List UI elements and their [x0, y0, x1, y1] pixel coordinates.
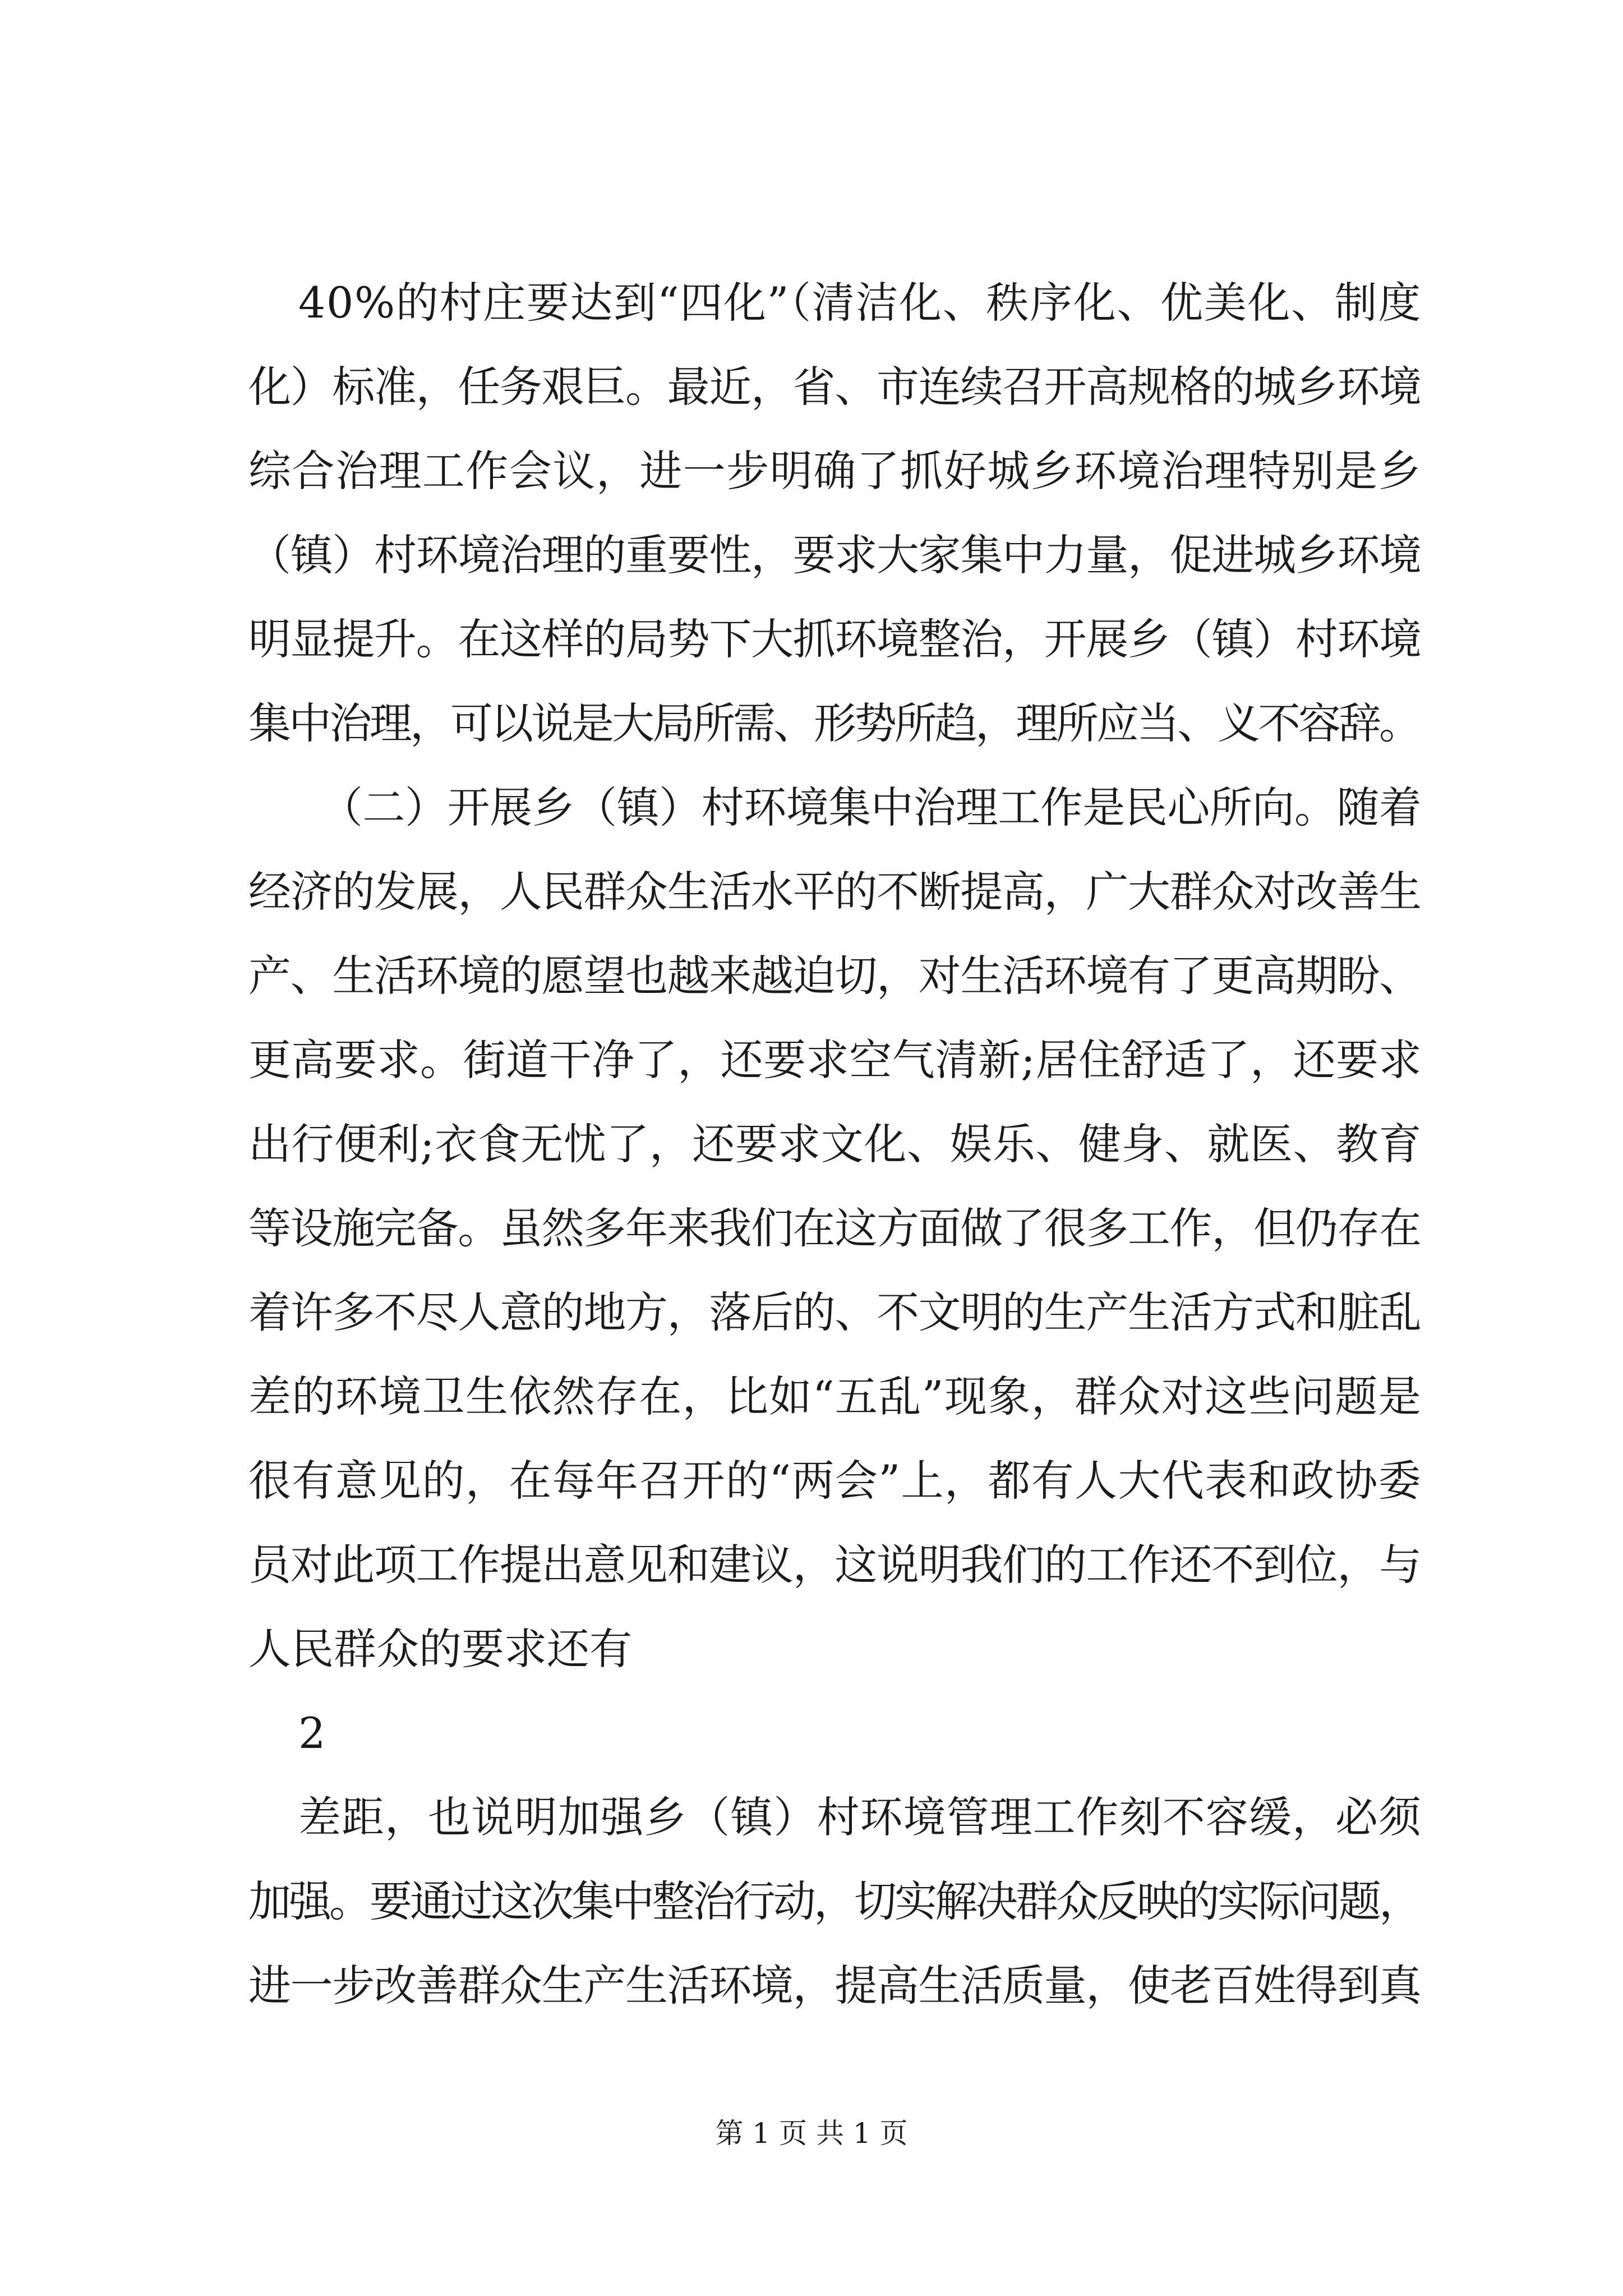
text-line-11 — [0, 1114, 1623, 1175]
text-line-3 — [0, 440, 1623, 502]
text-line-7 — [0, 777, 1623, 839]
text-line-17-content: 人民群众的要求还有 — [248, 1624, 632, 1674]
text-line-18 — [0, 1703, 1623, 1764]
text-line-9-content: 产、生活环境的愿望也越来越迫切，对生活环境有了更高期盼、 — [248, 951, 1421, 1001]
text-line-8 — [0, 861, 1623, 923]
text-line-12 — [0, 1198, 1623, 1259]
text-line-1-content: 40%的村庄要达到“四化”（清洁化、秩序化、优美化、制度 — [298, 278, 1422, 328]
text-line-9 — [0, 945, 1623, 1007]
text-line-16-content: 员对此项工作提出意见和建议，这说明我们的工作还不到位，与 — [248, 1540, 1421, 1590]
text-line-2 — [0, 356, 1623, 418]
text-line-19-content: 差距，也说明加强乡（镇）村环境管理工作刻不容缓，必须 — [298, 1792, 1422, 1842]
text-line-12-content: 等设施完备。虽然多年来我们在这方面做了很多工作，但仍存在 — [248, 1203, 1421, 1253]
text-line-10-content: 更高要求。街道干净了，还要求空气清新;居住舒适了，还要求 — [248, 1035, 1422, 1085]
text-line-5 — [0, 609, 1623, 670]
text-line-8-content: 经济的发展，人民群众生活水平的不断提高，广大群众对改善生 — [248, 867, 1421, 917]
text-line-18-content: 2 — [298, 1708, 326, 1758]
text-line-10 — [0, 1029, 1623, 1091]
page-footer: 第 1 页 共 1 页 — [715, 2117, 908, 2150]
text-line-20-content: 加强。要通过这次集中整治行动，切实解决群众反映的实际问题， — [248, 1876, 1419, 1926]
text-line-2-content: 化）标准，任务艰巨。最近，省、市连续召开高规格的城乡环境 — [248, 362, 1421, 412]
text-line-5-content: 明显提升。在这样的局势下大抓环境整治，开展乡（镇）村环境 — [248, 614, 1421, 664]
text-line-4-content: （镇）村环境治理的重要性，要求大家集中力量，促进城乡环境 — [248, 530, 1421, 580]
text-line-4 — [0, 524, 1623, 586]
text-line-13-content: 着许多不尽人意的地方，落后的、不文明的生产生活方式和脏乱 — [248, 1287, 1421, 1337]
text-line-13 — [0, 1282, 1623, 1343]
text-line-19 — [0, 1787, 1623, 1848]
text-line-21 — [0, 1955, 1623, 2017]
text-line-15-content: 很有意见的，在每年召开的“两会”上，都有人大代表和政协委 — [248, 1456, 1422, 1506]
text-line-20 — [0, 1871, 1623, 1932]
text-line-11-content: 出行便利;衣食无忧了，还要求文化、娱乐、健身、就医、教育 — [248, 1119, 1422, 1169]
text-line-15 — [0, 1450, 1623, 1512]
text-line-17 — [0, 1618, 1623, 1680]
text-line-16 — [0, 1534, 1623, 1596]
text-line-6-content: 集中治理，可以说是大局所需、形势所趋，理所应当、义不容辞。 — [248, 698, 1419, 748]
text-line-14-content: 差的环境卫生依然存在，比如“五乱”现象，群众对这些问题是 — [248, 1372, 1422, 1421]
text-line-3-content: 综合治理工作会议，进一步明确了抓好城乡环境治理特别是乡 — [248, 446, 1422, 496]
text-line-14 — [0, 1366, 1623, 1428]
text-line-21-content: 进一步改善群众生产生活环境，提高生活质量，使老百姓得到真 — [248, 1961, 1421, 2010]
text-line-7-content: （二）开展乡（镇）村环境集中治理工作是民心所向。随着 — [320, 783, 1422, 832]
text-line-1 — [0, 272, 1623, 334]
text-line-6 — [0, 693, 1623, 754]
